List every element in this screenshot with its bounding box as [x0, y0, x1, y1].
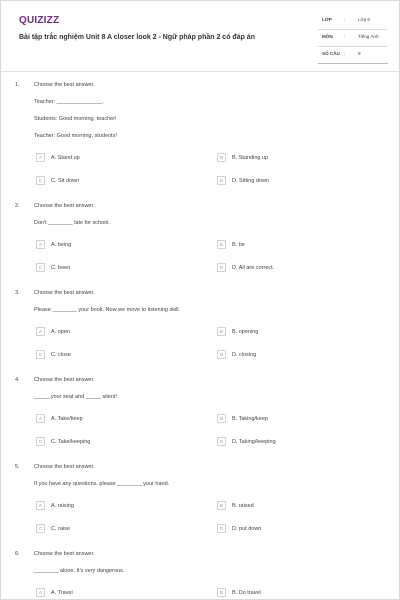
- meta-label-grade: LỚP: [322, 17, 332, 22]
- option-text: D. Sitting down: [232, 178, 269, 184]
- option-text: B. be: [232, 242, 245, 248]
- answer-option-d[interactable]: [217, 176, 367, 186]
- answer-option-b[interactable]: [217, 153, 367, 163]
- option-text: B. Do travel: [232, 590, 261, 596]
- meta-colon: :: [344, 34, 346, 39]
- option-letter-box: A: [36, 327, 45, 336]
- answer-option-a[interactable]: [36, 240, 186, 250]
- option-letter-box: B: [217, 414, 226, 423]
- option-text: B. opening: [232, 329, 259, 335]
- option-letter-box: B: [217, 240, 226, 249]
- option-letter-box: C: [36, 524, 45, 533]
- option-letter-box: D: [217, 176, 226, 185]
- answer-option-b[interactable]: [217, 327, 367, 337]
- option-text: A. Stand up: [51, 155, 80, 161]
- option-letter-box: C: [36, 437, 45, 446]
- question-line: Teacher: Good morning, students!: [34, 133, 117, 139]
- option-letter-box: A: [36, 153, 45, 162]
- question-number: 3.: [15, 290, 20, 296]
- option-text: D. Taking/keeping: [232, 439, 276, 445]
- answer-option-d[interactable]: [217, 437, 367, 447]
- answer-option-d[interactable]: [217, 263, 367, 273]
- page-title: Bài tập trắc nghiệm Unit 8 A closer look 2 - Ngữ pháp phần 2 có đáp án: [19, 34, 255, 41]
- option-letter-box: A: [36, 501, 45, 510]
- question-line: Teacher: _______________.: [34, 99, 105, 105]
- question-prompt: Choose the best answer.: [34, 377, 95, 383]
- question-number: 4.: [15, 377, 20, 383]
- answer-option-b[interactable]: [217, 240, 367, 250]
- meta-colon: :: [344, 51, 346, 56]
- answer-option-d[interactable]: [217, 524, 367, 534]
- answer-option-b[interactable]: [217, 501, 367, 511]
- answer-option-a[interactable]: [36, 588, 186, 598]
- option-letter-box: C: [36, 176, 45, 185]
- question-prompt: Choose the best answer.: [34, 203, 95, 209]
- option-letter-box: C: [36, 350, 45, 359]
- option-letter-box: D: [217, 437, 226, 446]
- question-prompt: Choose the best answer.: [34, 82, 95, 88]
- meta-label-subject: MÔN: [322, 34, 333, 39]
- option-text: A. Travel: [51, 590, 73, 596]
- option-letter-box: D: [217, 524, 226, 533]
- quizizz-logo[interactable]: QUIZIZZ: [19, 15, 60, 26]
- meta-colon: :: [344, 17, 346, 22]
- answer-option-c[interactable]: [36, 263, 186, 273]
- meta-value-subject: Tiếng Anh: [358, 34, 379, 39]
- answer-option-c[interactable]: [36, 437, 186, 447]
- option-letter-box: B: [217, 588, 226, 597]
- option-text: A. raising: [51, 503, 74, 509]
- option-letter-box: B: [217, 327, 226, 336]
- option-text: C. raise: [51, 526, 70, 532]
- question-line: Please ________ your book. Now we move to listening skill.: [34, 307, 181, 313]
- question-line: Don't ________ late for school.: [34, 220, 110, 226]
- meta-row-subject: [318, 30, 388, 47]
- question-line: ________ alone. It's very dangerous.: [34, 568, 125, 574]
- question-prompt: Choose the best answer.: [34, 464, 95, 470]
- meta-row-grade: [318, 13, 388, 30]
- meta-value-grade: Lớp 6: [358, 17, 370, 22]
- option-text: C. been: [51, 265, 71, 271]
- question-prompt: Choose the best answer.: [34, 290, 95, 296]
- option-text: A. Take/keep: [51, 416, 83, 422]
- option-letter-box: A: [36, 414, 45, 423]
- question-number: 6.: [15, 551, 20, 557]
- header-divider: [1, 71, 399, 72]
- option-text: C. close: [51, 352, 71, 358]
- option-letter-box: A: [36, 588, 45, 597]
- answer-option-a[interactable]: [36, 414, 186, 424]
- answer-option-a[interactable]: [36, 501, 186, 511]
- answer-option-c[interactable]: [36, 350, 186, 360]
- answer-option-b[interactable]: [217, 588, 367, 598]
- option-text: A. open: [51, 329, 70, 335]
- meta-value-question-count: 9: [358, 51, 361, 56]
- question-line: Students: Good morning, teacher!: [34, 116, 117, 122]
- option-text: D. closing: [232, 352, 257, 358]
- question-line: If you have any questions, please ________ your hand.: [34, 481, 170, 487]
- answer-option-b[interactable]: [217, 414, 367, 424]
- option-letter-box: A: [36, 240, 45, 249]
- question-number: 1.: [15, 82, 20, 88]
- answer-option-c[interactable]: [36, 176, 186, 186]
- answer-option-a[interactable]: [36, 153, 186, 163]
- option-text: C. Sit down: [51, 178, 80, 184]
- answer-option-c[interactable]: [36, 524, 186, 534]
- option-letter-box: B: [217, 501, 226, 510]
- option-text: C. Take/keeping: [51, 439, 91, 445]
- meta-label-question-count: SỐ CÂU: [322, 51, 340, 56]
- option-letter-box: B: [217, 153, 226, 162]
- option-text: A. being: [51, 242, 72, 248]
- answer-option-d[interactable]: [217, 350, 367, 360]
- option-text: B. Standing up: [232, 155, 269, 161]
- option-letter-box: C: [36, 263, 45, 272]
- question-number: 5.: [15, 464, 20, 470]
- question-prompt: Choose the best answer.: [34, 551, 95, 557]
- meta-info-panel: [318, 13, 388, 64]
- question-line: _____ your seat and _____ silent!: [34, 394, 117, 400]
- meta-row-question-count: [318, 47, 388, 64]
- meta-divider: [318, 63, 388, 64]
- answer-option-a[interactable]: [36, 327, 186, 337]
- question-number: 2.: [15, 203, 20, 209]
- option-letter-box: D: [217, 263, 226, 272]
- option-text: D. All are correct.: [232, 265, 275, 271]
- option-letter-box: D: [217, 350, 226, 359]
- option-text: B. Taking/keep: [232, 416, 268, 422]
- option-text: B. raised: [232, 503, 254, 509]
- option-text: D. put down: [232, 526, 262, 532]
- worksheet-header: [1, 1, 399, 71]
